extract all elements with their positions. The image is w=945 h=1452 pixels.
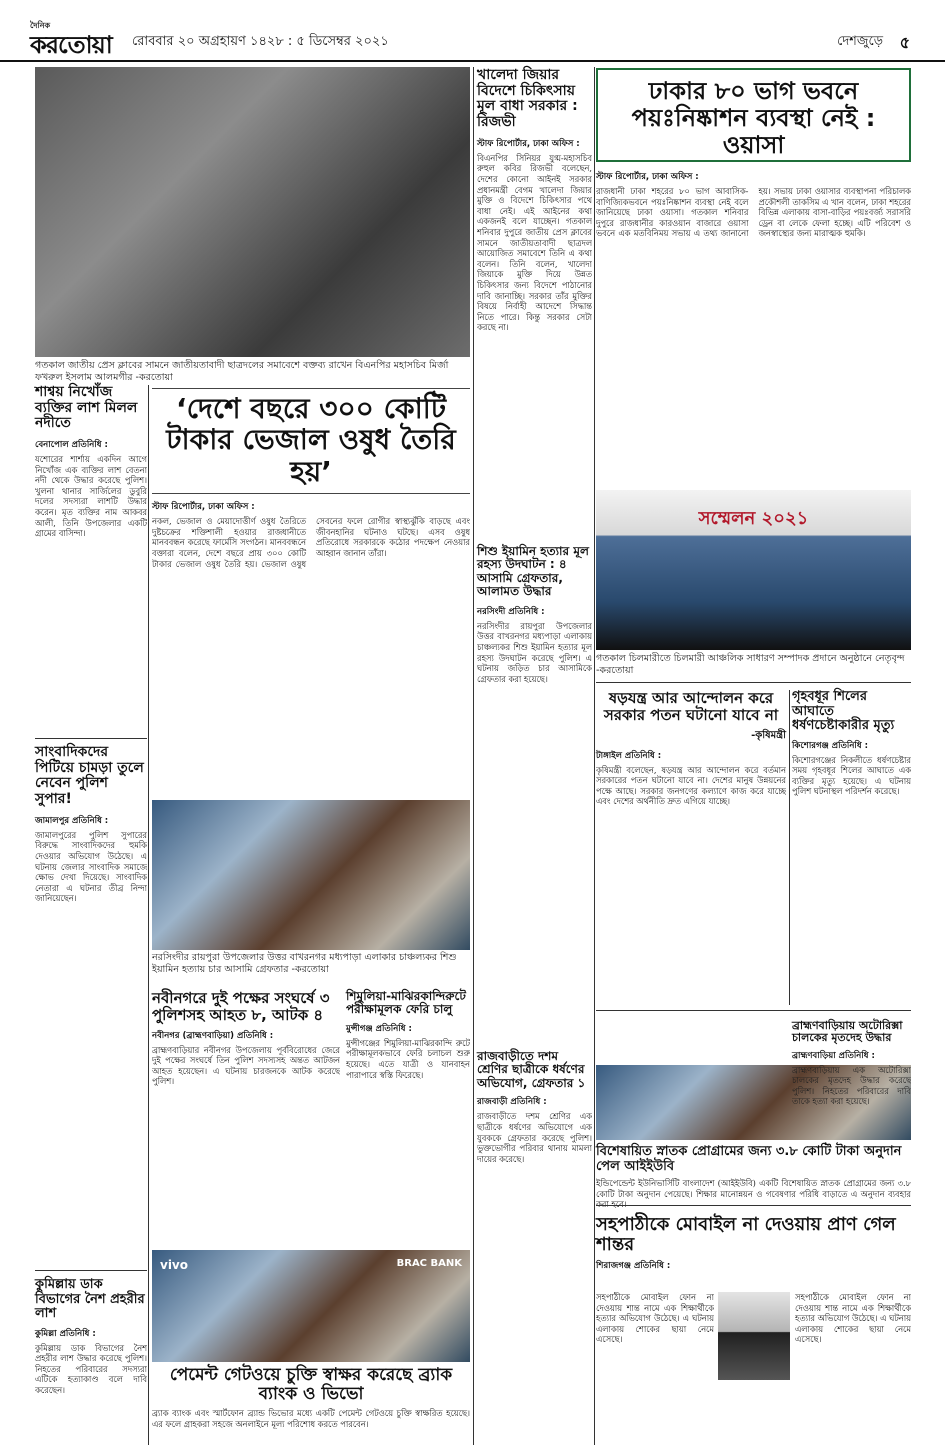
row-divider <box>35 1270 147 1271</box>
article-brahmanbaria-byline: ব্রাহ্মণবাড়িয়া প্রতিনিধি : <box>792 1050 875 1061</box>
lead-article-body: নকল, ভেজাল ও মেয়াদোত্তীর্ণ ওষুধ তৈরিতে দুষ্টচক্রের শক্তিশালী হওয়ার রাজধানীতে মানববন্ধন করেছে ফার্মেসি সংগঠন। মানববন্ধনে বক্তারা বলেন, দেশে বছরে প্রায় ৩০০ কোটি টাকার ভেজাল ওষুধ তৈরি হয়। ভেজাল ওষুধ সেবনের ফলে রোগীর স্বাস্থ্যঝুঁকি বাড়ছে এবং জীবনহানির ঘটনাও ঘটছে। এসব ওষুধ প্রতিরোধে সরকারকে কঠোর পদক্ষেপ নেওয়ার আহ্বান জানান তাঁরা। <box>152 516 470 569</box>
article-lash-byline: বেনাপোল প্রতিনিধি : <box>35 440 108 451</box>
center-photo-caption: নরসিংদীর রায়পুরা উপজেলার উত্তর বাখরনগর মধ্যপাড়া এলাকার চাঞ্চল্যকর শিশু ইয়ামিন হত্যায় চার আসামি গ্রেফতার -করতোয়া <box>152 952 457 975</box>
article-rajbari-byline: রাজবাড়ী প্রতিনিধি : <box>477 1097 547 1108</box>
conference-photo <box>596 490 911 650</box>
conference-photo-caption: গতকাল চিলমারীতে চিলমারী আঞ্চলিক সাধারণ সম্পাদক প্রদানে অনুষ্ঠানে নেতৃবৃন্দ -করতোয়া <box>596 653 905 676</box>
masthead <box>0 0 945 62</box>
article-iub-headline: বিশেষায়িত স্নাতক প্রোগ্রামের জন্য ৩.৮ কোটি টাকা অনুদান পেল আইইউবি <box>596 1144 902 1174</box>
article-khaleda <box>477 68 592 621</box>
article-journalist <box>35 745 147 1260</box>
article-nabinagar <box>152 990 340 1163</box>
article-payment-body: ব্র্যাক ব্যাংক এবং স্মার্টফোন ব্র্যান্ড ভিভোর মধ্যে একটি পেমেন্ট গেটওয়ে চুক্তি স্বাক্ষরিত হয়েছে। এর ফলে গ্রাহকরা সহজে অনলাইনে মূল্য পরিশোধ করতে পারবেন। <box>152 1408 470 1429</box>
top-photo-caption: গতকাল জাতীয় প্রেস ক্লাবের সামনে জাতীয়তাবাদী ছাত্রদলের সমাবেশে বক্তব্য রাখেন বিএনপির মহাসচিব মির্জা ফখরুল ইসলাম আলমগীর -করতোয়া <box>35 360 449 383</box>
row-divider <box>35 738 147 739</box>
article-grihabadhu-byline: কিশোরগঞ্জ প্রতিনিধি : <box>792 740 868 751</box>
article-shanto-headline: সহপাঠীকে মোবাইল না দেওয়ায় প্রাণ গেল শান্তর <box>596 1214 896 1256</box>
article-comilla-body: কুমিল্লায় ডাক বিভাগের নৈশ প্রহরীর লাশ উদ্ধার করেছে পুলিশ। নিহতের পরিবারের সদস্যরা এটিকে হত্যাকাণ্ড বলে দাবি করেছেন। <box>35 1342 147 1396</box>
article-shimulia-headline: শিমুলিয়া-মাঝিরকান্দিরুটে পরীক্ষামূলক ফেরি চালু <box>346 989 466 1017</box>
article-nabinagar-byline: নবীনগর (ব্রাহ্মণবাড়িয়া) প্রতিনিধি : <box>152 1030 274 1041</box>
article-kurigram-byline: টাঙ্গাইল প্রতিনিধি : <box>596 750 662 761</box>
article-kurigram <box>596 690 786 1125</box>
shanto-portrait-photo <box>718 1292 790 1380</box>
article-wasa-body: রাজধানী ঢাকা শহরের ৮০ ভাগ আবাসিক-বাণিজ্যিকভবনে পয়ঃনিষ্কাশন ব্যবস্থা নেই বলে জানিয়েছে ঢাকা ওয়াসা। গতকাল শনিবার দুপুরে রাজধানীর কারওয়ান বাজারে ওয়াসা ভবনে এক মতবিনিময় সভায় এ তথ্য জানানো হয়। সভায় ঢাকা ওয়াসার ব্যবস্থাপনা পরিচালক প্রকৌশলী তাকসিম এ খান বলেন, ঢাকা শহরের বিভিন্ন এলাকায় বাসা-বাড়ির পয়ঃবর্জ্য সরাসরি ড্রেন বা লেকে ফেলা হচ্ছে। এটি পরিবেশ ও জনস্বাস্থ্যের জন্য মারাত্মক হুমকি। <box>596 186 911 239</box>
article-khaleda-byline: স্টাফ রিপোর্টার, ঢাকা অফিস : <box>477 138 580 149</box>
article-shanto-body-right: সহপাঠীকে মোবাইল ফোন না দেওয়ায় শান্ত নামে এক শিক্ষার্থীকে হত্যার অভিযোগ উঠেছে। এ ঘটনায় এলাকায় শোকের ছায়া নেমে এসেছে। <box>795 1292 911 1345</box>
article-grihabadhu-body: কিশোরগঞ্জের নিকলীতে ধর্ষণচেষ্টার সময় গৃহবধূর শিলের আঘাতে এক ব্যক্তির মৃত্যু হয়েছে। এ ঘটনায় পুলিশ ঘটনাস্থল পরিদর্শন করেছে। <box>792 754 911 797</box>
vivo-brand: vivo <box>160 1258 189 1272</box>
article-journalist-byline: জামালপুর প্রতিনিধি : <box>35 815 109 826</box>
article-yameen <box>477 545 592 1041</box>
logo-main-text: করতোয়া <box>30 31 112 59</box>
article-khaleda-headline: খালেদা জিয়ার বিদেশে চিকিৎসায় মূল বাধা সরকার : রিজভী <box>477 67 578 131</box>
article-grihabadhu-headline: গৃহবধূর শিলের আঘাতে ধর্ষণচেষ্টাকারীর মৃত্যু <box>792 689 895 734</box>
column-divider <box>789 690 790 1005</box>
column-divider <box>148 385 149 1445</box>
article-wasa-headline: ঢাকার ৮০ ভাগ ভবনে পয়ঃনিষ্কাশন ব্যবস্থা নেই : ওয়াসা <box>631 77 876 159</box>
article-lash <box>35 385 147 754</box>
article-payment <box>152 1366 470 1436</box>
article-rajbari-body: রাজবাড়ীতে দশম শ্রেণির এক ছাত্রীকে ধর্ষণের অভিযোগে এক যুবককে গ্রেফতার করেছে পুলিশ। ভুক্তভোগীর পরিবার থানায় মামলা দায়ের করেছে। <box>477 1111 592 1164</box>
row-divider <box>596 1205 911 1206</box>
article-khaleda-body: বিএনপির সিনিয়র যুগ্ম-মহাসচিব রুহুল কবির রিজভী বলেছেন, দেশের কোনো আইনই সরকার প্রধানমন্ত্রী বেগম খালেদা জিয়ার মুক্তি ও বিদেশে চিকিৎসার পথে বাধা নেই। এই আইনের কথা একজনই বলে যাচ্ছেন। গতকাল শনিবার দুপুরে জাতীয় প্রেস ক্লাবের সামনে জাতীয়তাবাদী ছাত্রদল আয়োজিত সমাবেশে তিনি এ কথা বলেন। তিনি বলেন, খালেদা জিয়াকে মুক্তি দিয়ে উন্নত চিকিৎসার জন্য বিদেশে পাঠানোর দাবি জানাচ্ছি। সরকার তাঁর মুক্তির বিষয়ে নির্বাহী আদেশে সিদ্ধান্ত নিতে পারে। কিন্তু সরকার সেটা করছে না। <box>477 152 592 333</box>
article-nabinagar-body: ব্রাহ্মণবাড়িয়ার নবীনগর উপজেলায় পূর্ববিরোধের জেরে দুই পক্ষের সংঘর্ষে তিন পুলিশ সদস্যসহ অন্তত আটজন আহত হয়েছেন। এ ঘটনায় চারজনকে আটক করেছে পুলিশ। <box>152 1044 340 1087</box>
lead-article-headline: ‘দেশে বছরে ৩০০ কোটি টাকার ভেজাল ওষুধ তৈরি হয়’ <box>152 388 470 494</box>
article-shanto-body-left: সহপাঠীকে মোবাইল ফোন না দেওয়ায় শান্ত নামে এক শিক্ষার্থীকে হত্যার অভিযোগ উঠেছে। এ ঘটনায় এলাকায় শোকের ছায়া নেমে এসেছে। <box>596 1292 714 1345</box>
article-kurigram-headline: ষড়যন্ত্র আর আন্দোলন করে সরকার পতন ঘটানো যাবে না <box>603 689 779 724</box>
article-shanto-byline: শিরাজগঞ্জ প্রতিনিধি : <box>596 1261 671 1272</box>
article-shimulia-byline: মুন্সীগঞ্জ প্রতিনিধি : <box>346 1023 412 1034</box>
article-comilla-byline: কুমিল্লা প্রতিনিধি : <box>35 1328 96 1339</box>
article-wasa <box>596 170 911 498</box>
article-yameen-headline: শিশু ইয়ামিন হত্যার মূল রহস্য উদঘাটন : ৪ আসামি গ্রেফতার, আলামত উদ্ধার <box>477 544 589 599</box>
article-lash-body: যশোরের শার্শায় একদিন আগে নিখোঁজ এক ব্যক্তির লাশ বেতনা নদী থেকে উদ্ধার করেছে পুলিশ। খুলনা থানার সার্জিলের ডুবুরি দলের সদস্যরা লাশটি উদ্ধার করেন। মৃত ব্যক্তির নাম আকবর আলী, তিনি উপজেলার একটি গ্রামের বাসিন্দা। <box>35 454 147 539</box>
article-brahmanbaria-body: ব্রাহ্মণবাড়িয়ায় এক অটোরিক্সা চালকের মৃতদেহ উদ্ধার করেছে পুলিশ। নিহতের পরিবারের দাবি তাকে হত্যা করা হয়েছে। <box>792 1064 911 1107</box>
vivo-photo <box>152 1250 470 1362</box>
row-divider <box>596 682 911 683</box>
lead-article-byline: স্টাফ রিপোর্টার, ঢাকা অফিস : <box>152 502 255 513</box>
column-divider <box>473 67 474 1445</box>
article-shimulia <box>346 990 470 1156</box>
logo-small-text: দৈনিক <box>30 21 51 30</box>
row-divider <box>596 1010 911 1011</box>
article-kurigram-body: কৃষিমন্ত্রী বলেছেন, ষড়যন্ত্র আর আন্দোলন করে বর্তমান সরকারের পতন ঘটানো যাবে না। দেশের মানুষ উন্নয়নের পক্ষে আছে। সরকার জনগণের কল্যাণে কাজ করে যাচ্ছে এবং দেশের অর্থনীতি দ্রুত এগিয়ে যাচ্ছে। <box>596 764 786 807</box>
article-rajbari <box>477 1050 592 1436</box>
section-name: দেশজুড়ে <box>837 34 883 49</box>
article-journalist-body: জামালপুরের পুলিশ সুপারের বিরুদ্ধে সাংবাদিকদের হুমকি দেওয়ার অভিযোগ উঠেছে। এ ঘটনায় জেলার সাংবাদিক সমাজে ক্ষোভ দেখা দিয়েছে। সাংবাদিক নেতারা এ ঘটনার তীব্র নিন্দা জানিয়েছেন। <box>35 829 147 904</box>
article-yameen-byline: নরসিংদী প্রতিনিধি : <box>477 606 545 617</box>
center-photo <box>152 800 470 950</box>
article-brahmanbaria <box>792 1020 911 1210</box>
article-shanto <box>596 1215 911 1275</box>
lead-article <box>152 388 470 836</box>
top-photo <box>35 67 470 357</box>
article-grihabadhu <box>792 690 911 1075</box>
newspaper-logo <box>30 20 125 58</box>
column-divider <box>594 67 595 1445</box>
article-wasa-headline-box <box>596 68 911 162</box>
article-rajbari-headline: রাজবাড়ীতে দশম শ্রেণির ছাত্রীকে ধর্ষণের অভিযোগ, গ্রেফতার ১ <box>477 1049 586 1090</box>
article-journalist-headline: সাংবাদিকদের পিটিয়ে চামড়া তুলে নেবেন পুলিশ সুপার! <box>35 744 144 808</box>
conference-banner-text: সম্মেলন ২০২১ <box>698 508 809 529</box>
page-number: ৫ <box>899 33 910 52</box>
article-brahmanbaria-headline: ব্রাহ্মণবাড়িয়ায় অটোরিক্সা চালকের মৃতদেহ উদ্ধার <box>792 1019 903 1045</box>
article-nabinagar-headline: নবীনগরে দুই পক্ষের সংঘর্ষে ৩ পুলিশসহ আহত ৮, আটক ৪ <box>152 989 330 1024</box>
article-shimulia-body: মুন্সীগঞ্জের শিমুলিয়া-মাঝিরকান্দি রুটে পরীক্ষামূলকভাবে ফেরি চলাচল শুরু হয়েছে। এতে যাত্রী ও যানবাহন পারাপারে স্বস্তি ফিরেছে। <box>346 1037 470 1080</box>
article-kurigram-kicker: -কৃষিমন্ত্রী <box>751 729 786 741</box>
article-lash-headline: শাশ্বয় নিখোঁজ ব্যক্তির লাশ মিলল নদীতে <box>35 384 138 432</box>
article-iub-body: ইন্ডিপেন্ডেন্ট ইউনিভার্সিটি বাংলাদেশ (আইইউবি) একটি বিশেষায়িত স্নাতক প্রোগ্রামের জন্য ৩.৮ কোটি টাকা অনুদান পেয়েছে। শিক্ষার মানোন্নয়ন ও গবেষণার পরিধি বাড়াতে এ অনুদান ব্যবহার <box>596 1178 911 1199</box>
article-comilla-headline: কুমিল্লায় ডাক বিভাগের নৈশ প্রহরীর লাশ <box>35 1277 145 1322</box>
article-payment-headline: পেমেন্ট গেটওয়ে চুক্তি স্বাক্ষর করেছে ব্র্যাক ব্যাংক ও ভিভো <box>169 1365 453 1405</box>
brac-brand: BRAC BANK <box>396 1258 462 1269</box>
article-yameen-body: নরসিংদীর রায়পুরা উপজেলার উত্তর বাখরনগর মধ্যপাড়া এলাকায় চাঞ্চল্যকর শিশু ইয়ামিন হত্যার মূল রহস্য উদঘাটন করেছে পুলিশ। এ ঘটনায় জড়িত চার আসামিকে গ্রেফতার করা হয়েছে। <box>477 620 592 684</box>
article-wasa-byline: স্টাফ রিপোর্টার, ঢাকা অফিস : <box>596 172 699 182</box>
dateline: রোববার ২০ অগ্রহায়ণ ১৪২৮ : ৫ ডিসেম্বর ২০২১ <box>132 34 389 49</box>
article-comilla <box>35 1278 147 1437</box>
